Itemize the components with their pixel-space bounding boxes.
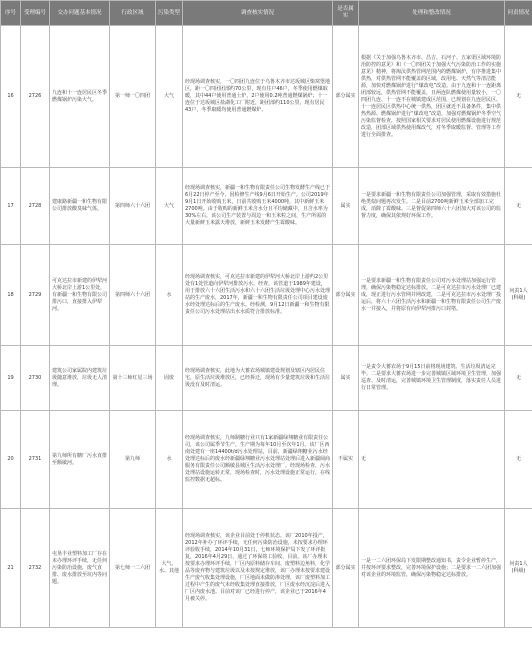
cell-handling: 一是要求新疆一和生物有限责任公司加强管理，采取有效措施杜绝类似问题再次发生。二是目前2700吨新鲜玉米全部加工完成，消除了霉酸味。三是督促第四师六十六团加大对该公司的监督力度，确保其依规好环保工作。 (359, 168, 505, 245)
cell-seq: 17 (1, 168, 21, 245)
cell-issue: 建康路新疆一和生物有限公司排放酸臭味气体。 (50, 168, 110, 245)
cell-issue: 九连和十一连居民区冬季燃煤锅炉污染大气。 (50, 26, 110, 168)
header-seq: 序号 (1, 1, 21, 26)
header-pollution: 污染类型 (156, 1, 183, 26)
cell-region: 第四师六十六团 (110, 245, 156, 346)
cell-region: 第一师一〇四团 (110, 26, 156, 168)
cell-issue: 建筑公司家属院内建筑垃圾随意堆放，垃圾无人清理。 (50, 346, 110, 411)
cell-verified: 部分属实 (333, 509, 359, 628)
cell-code: 2728 (21, 168, 50, 245)
cell-seq: 16 (1, 26, 21, 168)
cell-seq: 20 (1, 411, 21, 509)
table-row (1, 411, 532, 509)
cell-region: 第七师一二六团 (110, 509, 156, 628)
table-row (1, 509, 532, 628)
cell-investigation: 经现场调查核实，九师制糖行业只有1家新疆绿翔糖业有限责任公司，该公司属季节生产，生产期为每年10月至次年1月。该厂区西南处建有一座14400t/d污水处理站，目前，新疆绿翔糖业污水经处理达标后的废水经新疆绿翔糖业污水处理站处理后进入新疆阔商服务有限责任公司额敏县城区生活污水处理厂。经现场检查，污水处理站设施运转正常，现场检查时，污水处理设施正常运行，在线监控数据无超标。 (183, 411, 333, 509)
cell-code: 2726 (21, 26, 50, 168)
cell-seq: 19 (1, 346, 21, 411)
cell-verified: 部分属实 (333, 26, 359, 168)
cell-pollution: 大气 (156, 26, 183, 168)
header-accountability: 问责情况 (505, 1, 532, 26)
header-handling: 处理和整改情况 (359, 1, 505, 26)
cell-handling: 一是一二六团环保局下发限期整改通知书，责令企业暂停生产，并按环评要求整改，完善环境保护设施；二是要求一二六团加强对该企业的环境监管，确保污染物稳定达标排放。 (359, 509, 505, 628)
cell-investigation: 经现场调查核实，可克达拉市新建的伊犁河大桥北岸上游约2公里处有1处管道向伊犁河排放污水，经查，该管道于1989年建设，用于排放六十六团生活污水和六十六团生活垃圾处理中心污水处理站的生产废水，2017年，新疆一和生物有限责任公司项目建设废水经处理达标后的生产废水。经检测，9月12日新疆一和生物有限责任公司污水处理站出水水质符合排放标准。 (183, 245, 333, 346)
cell-code: 2729 (21, 245, 50, 346)
header-verified: 是否属实 (333, 1, 359, 26)
cell-issue: 可克达拉市新建的伊犁河大桥北岸上游1公里处，有新疆一和生物有限公司排污口，直接排入伊犁河。 (50, 245, 110, 346)
cell-handling: 一是要求新疆一和生物有限责任公司对污水处理站加强运行管理，确保污染物稳定达标排放。二是可克达拉市污水处理厂已建成，现正进行污水管网并网改建，二是可克达拉市污水处理厂投运后，将六十六团生活污水和新疆一和生物有限责任公司生产废水一并接入，并将原有向伊犁河排污口封堵。 (359, 245, 505, 346)
cell-pollution: 固废 (156, 346, 183, 411)
cell-code: 2730 (21, 346, 50, 411)
cell-pollution: 大气 (156, 168, 183, 245)
table-row (1, 26, 532, 168)
header-issue: 交办问题基本情况 (50, 1, 110, 26)
cell-code: 2732 (21, 509, 50, 628)
cell-investigation: 经现场调查核实，新疆一和生物有限责任公司生物发酵生产线已于6月22日停产至今，因检修生产线9月6日开始生产。公司2019年9月1日开始收购玉米，日前共收购玉米4000吨，其中新鲜玉米2700吨。由于收购的新鲜玉米含水分且平均储藏中，且含水率为30%左右，该公司生产装置与周边一和玉米粒之间，生产所需的大量新鲜玉米露天堆放，新鲜玉米发酵产生霉酸味。 (183, 168, 333, 245)
cell-investigation: 经现场调查核实，一〇四团九连位于乌鲁木齐市达坂城区柴窝堡地区，距一〇四团团部约70公里，现有住户46户，冬季使用燃煤取暖，其中44户使用普通土炉，2户使用0.2吨普通燃煤锅炉；十一连位于达坂城区盐湖化工厂附近，距团部约110公里，现有居民43户，冬季取暖均使用普通燃煤炉。 (183, 26, 333, 168)
cell-region: 第十三师红星三场 (110, 346, 156, 411)
cell-accountability: 问责1人(科级) (505, 509, 532, 628)
cell-accountability: 无 (505, 346, 532, 411)
cell-accountability: 无 (505, 26, 532, 168)
cell-investigation: 经现场调查核实，此地为大蓄农场城镇建设规划及辖区内居民住宅，原生活垃圾堆放区，已经拆迁，现场有少量建筑垃圾和生活垃圾没有及时清运。 (183, 346, 333, 411)
table-row (1, 346, 532, 411)
cell-investigation: 经现场调查核实，该企业目前处于停机状态。该厂2010年投产，2012年补办了环评手续，无任何污染防治设施，未按要求办理环评验收手续，2014年10月31日，七师环境保护局下发了环评批复，2016年4月29日，通过了环保竣工验收，目前，该厂办理未按要求办理环评手续，厂区内原料储存车间、废塑料边角料，化学品等废弃物与建筑垃圾以及未按规定堆放，该厂办理未按要求建设生产废气收集处理设施，厂区地面未做防渗处理，该厂废塑料加工过程中产生的废气未经收集处理直接排放，厂区废水经沉淀后进入厂区内废水池。目前对该厂已经进行停产，该企业已于2016年4月被关停。 (183, 509, 333, 628)
table-row (1, 168, 532, 245)
cell-code: 2731 (21, 411, 50, 509)
cell-region: 第四师六十六团 (110, 168, 156, 245)
cell-pollution: 水 (156, 411, 183, 509)
cell-seq: 18 (1, 245, 21, 346)
cell-pollution: 大气、水、其他 (156, 509, 183, 628)
cell-accountability: 问责1人(科级) (505, 245, 532, 346)
cell-handling: 一是责令大蓄农场于9月15日前将现场建筑、生活垃圾清运完毕。二是要求大蓄农场进一步完善城镇区域环境卫生管理，加强巡查、及时清运，完善城镇环境卫生管理制度，落实责任人员进行日常管理。 (359, 346, 505, 411)
cell-accountability: 无 (505, 411, 532, 509)
cell-handling: 根据《关于加强乌鲁木齐市、昌吉、石河子、五家渠区域环境防治防控的意见》和《一〇四团关于加强大气污染防治工作的实施意见》精神，将淘汰供热管网范围内的燃煤锅炉，有序推进集中供热，对供热管网不能覆盖的区域，改用电、天然气等清洁能源，加快对燃煤锅炉进行“煤改电”改造。由于九连和十一连距离团部较远，供热管网不能覆盖，且两连队燃煤使用量较小，一〇四团九连、十一连不在城镇建成区范围，已规划在九连居民区、十一连居民区供热中心统一供热，团区就近不具备条件，集中供热热源、燃煤锅炉进行“煤改电”改造，加强对燃煤锅炉冬季空气污染监督检查，按照国家相关要求对居民使用燃煤设施进行规范改造，团部区域供热使用煤改气，对冬季取暖监督、管理等工作进行全面排查。 (359, 26, 505, 168)
header-investigation: 调查核实情况 (183, 1, 333, 26)
cell-issue: 屯垦丰业塑料加工厂存在未办理环评手续，无任何污染防治设施，废气直排、废水排放至坑内等问题。 (50, 509, 110, 628)
table-header-row (1, 1, 532, 26)
cell-accountability: 无 (505, 168, 532, 245)
cell-verified: 属实 (333, 346, 359, 411)
cell-verified: 不属实 (333, 411, 359, 509)
header-code: 受理编号 (21, 1, 50, 26)
cell-verified: 部分属实 (333, 245, 359, 346)
cell-seq: 21 (1, 509, 21, 628)
cell-verified: 属实 (333, 168, 359, 245)
cell-pollution: 水 (156, 245, 183, 346)
header-region: 行政区域 (110, 1, 156, 26)
cell-region: 第九师 (110, 411, 156, 509)
table-row (1, 245, 532, 346)
cell-handling: 无 (359, 411, 505, 509)
cell-issue: 第九师所有糖厂污水直排至额敏河。 (50, 411, 110, 509)
